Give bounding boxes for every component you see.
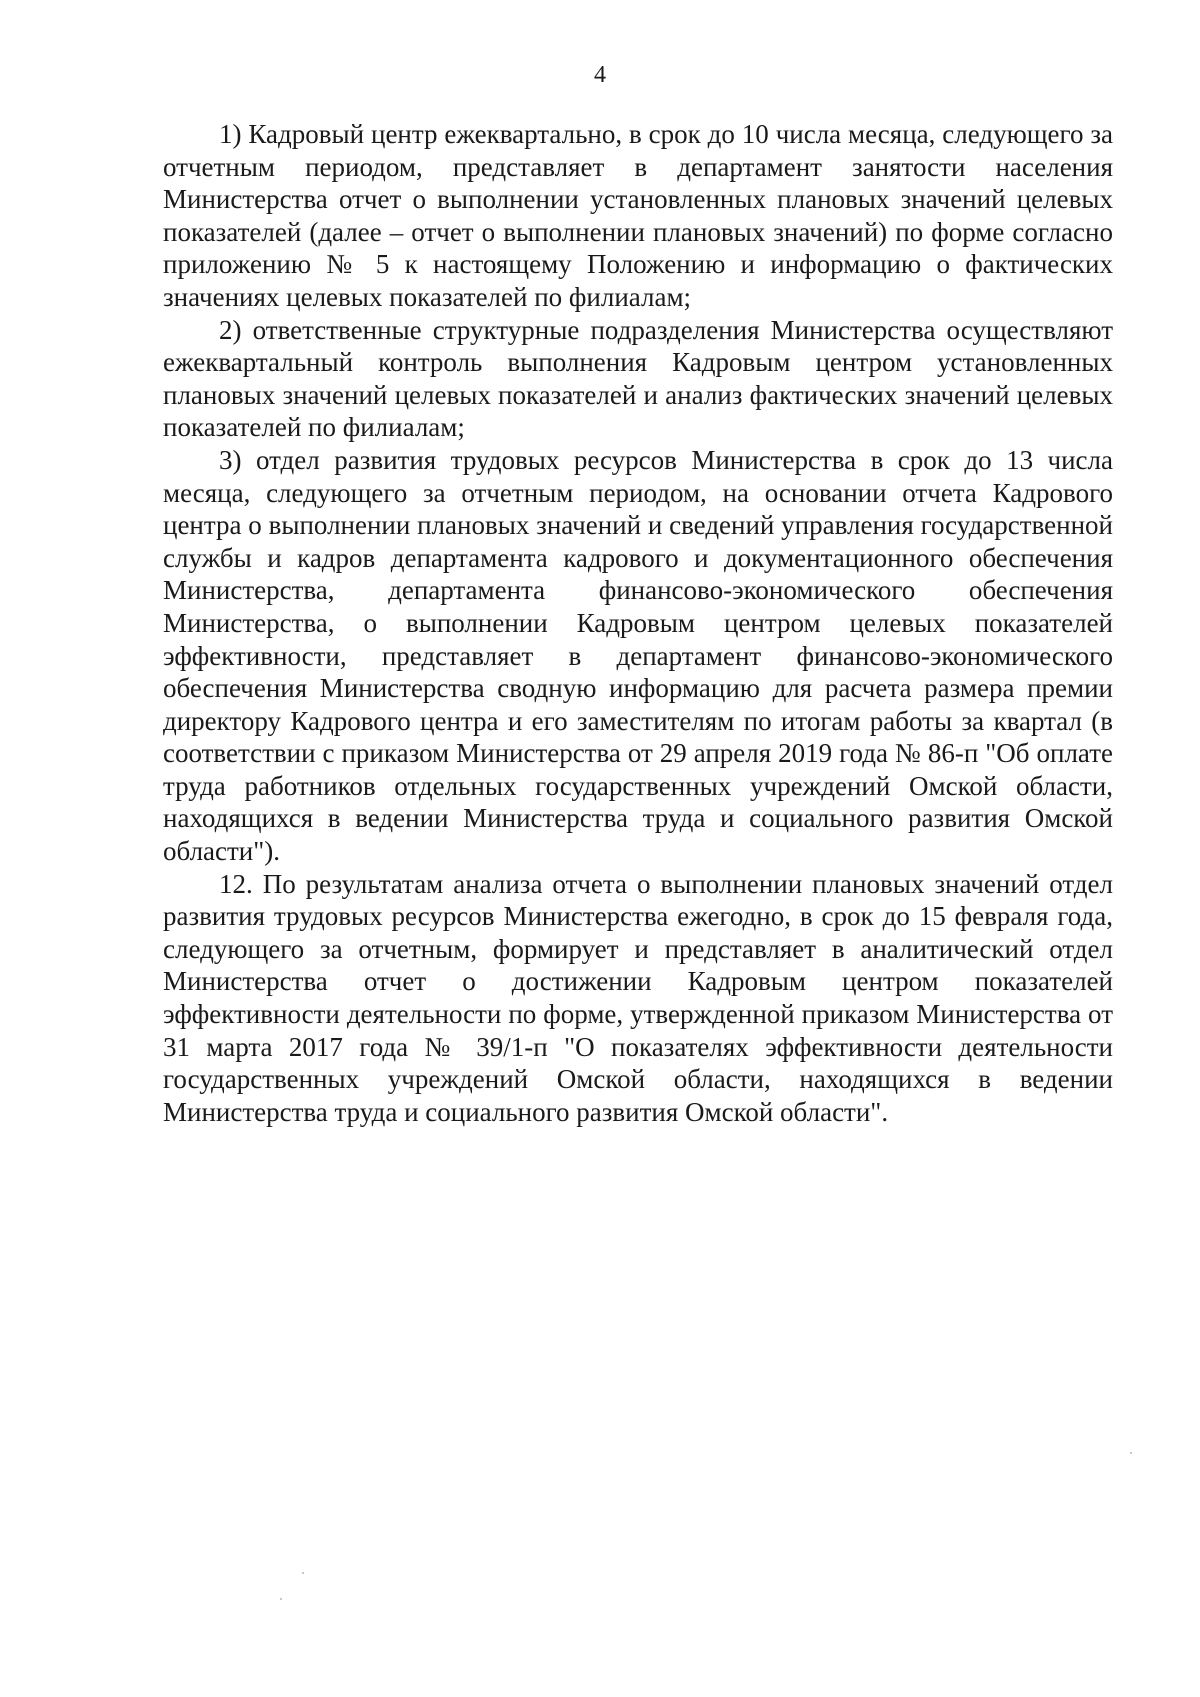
document-body — [163, 118, 1113, 1128]
page-number: 4 — [594, 62, 606, 88]
scan-speck — [1130, 1452, 1132, 1454]
scan-speck — [280, 1598, 282, 1600]
paragraph-item-3: 3) отдел развития трудовых ресурсов Министерства в срок до 13 числа месяца, следующего за отчетным периодом, на основании отчета Кадрового центра о выполнении плановых значений и сведений управления государственной службы и кадров департамента кадрового и документационного обеспечения Министерства, департамента финансово-экономического обеспечения Министерства, о выполнении Кадровым центром целевых показателей эффективности, представляет в департамент финансово-экономического обеспечения Министерства сводную информацию для расчета размера премии директору Кадрового центра и его заместителям по итогам работы за квартал (в соответствии с приказом Министерства от 29 апреля 2019 года № 86-п "Об оплате труда работников отдельных государственных учреждений Омской области, находящихся в ведении Министерства труда и социального развития Омской области"). — [163, 444, 1113, 867]
paragraph-clause-12: 12. По результатам анализа отчета о выполнении плановых значений отдел развития трудовых ресурсов Министерства ежегодно, в срок до 15 февраля года, следующего за отчетным, формирует и представляет в аналитический отдел Министерства отчет о достижении Кадровым центром показателей эффективности деятельности по форме, утвержденной приказом Министерства от 31 марта 2017 года № 39/1-п "О показателях эффективности деятельности государственных учреждений Омской области, находящихся в ведении Министерства труда и социального развития Омской области". — [163, 868, 1113, 1127]
paragraph-item-2: 2) ответственные структурные подразделения Министерства осуществляют ежеквартальный контроль выполнения Кадровым центром установленных плановых значений целевых показателей и анализ фактических значений целевых показателей по филиалам; — [163, 314, 1113, 443]
paragraph-item-1: 1) Кадровый центр ежеквартально, в срок до 10 числа месяца, следующего за отчетным периодом, представляет в департамент занятости населения Министерства отчет о выполнении установленных плановых значений целевых показателей (далее – отчет о выполнении плановых значений) по форме согласно приложению № 5 к настоящему Положению и информацию о фактических значениях целевых показателей по филиалам; — [163, 119, 1113, 312]
scan-speck — [302, 1572, 304, 1574]
